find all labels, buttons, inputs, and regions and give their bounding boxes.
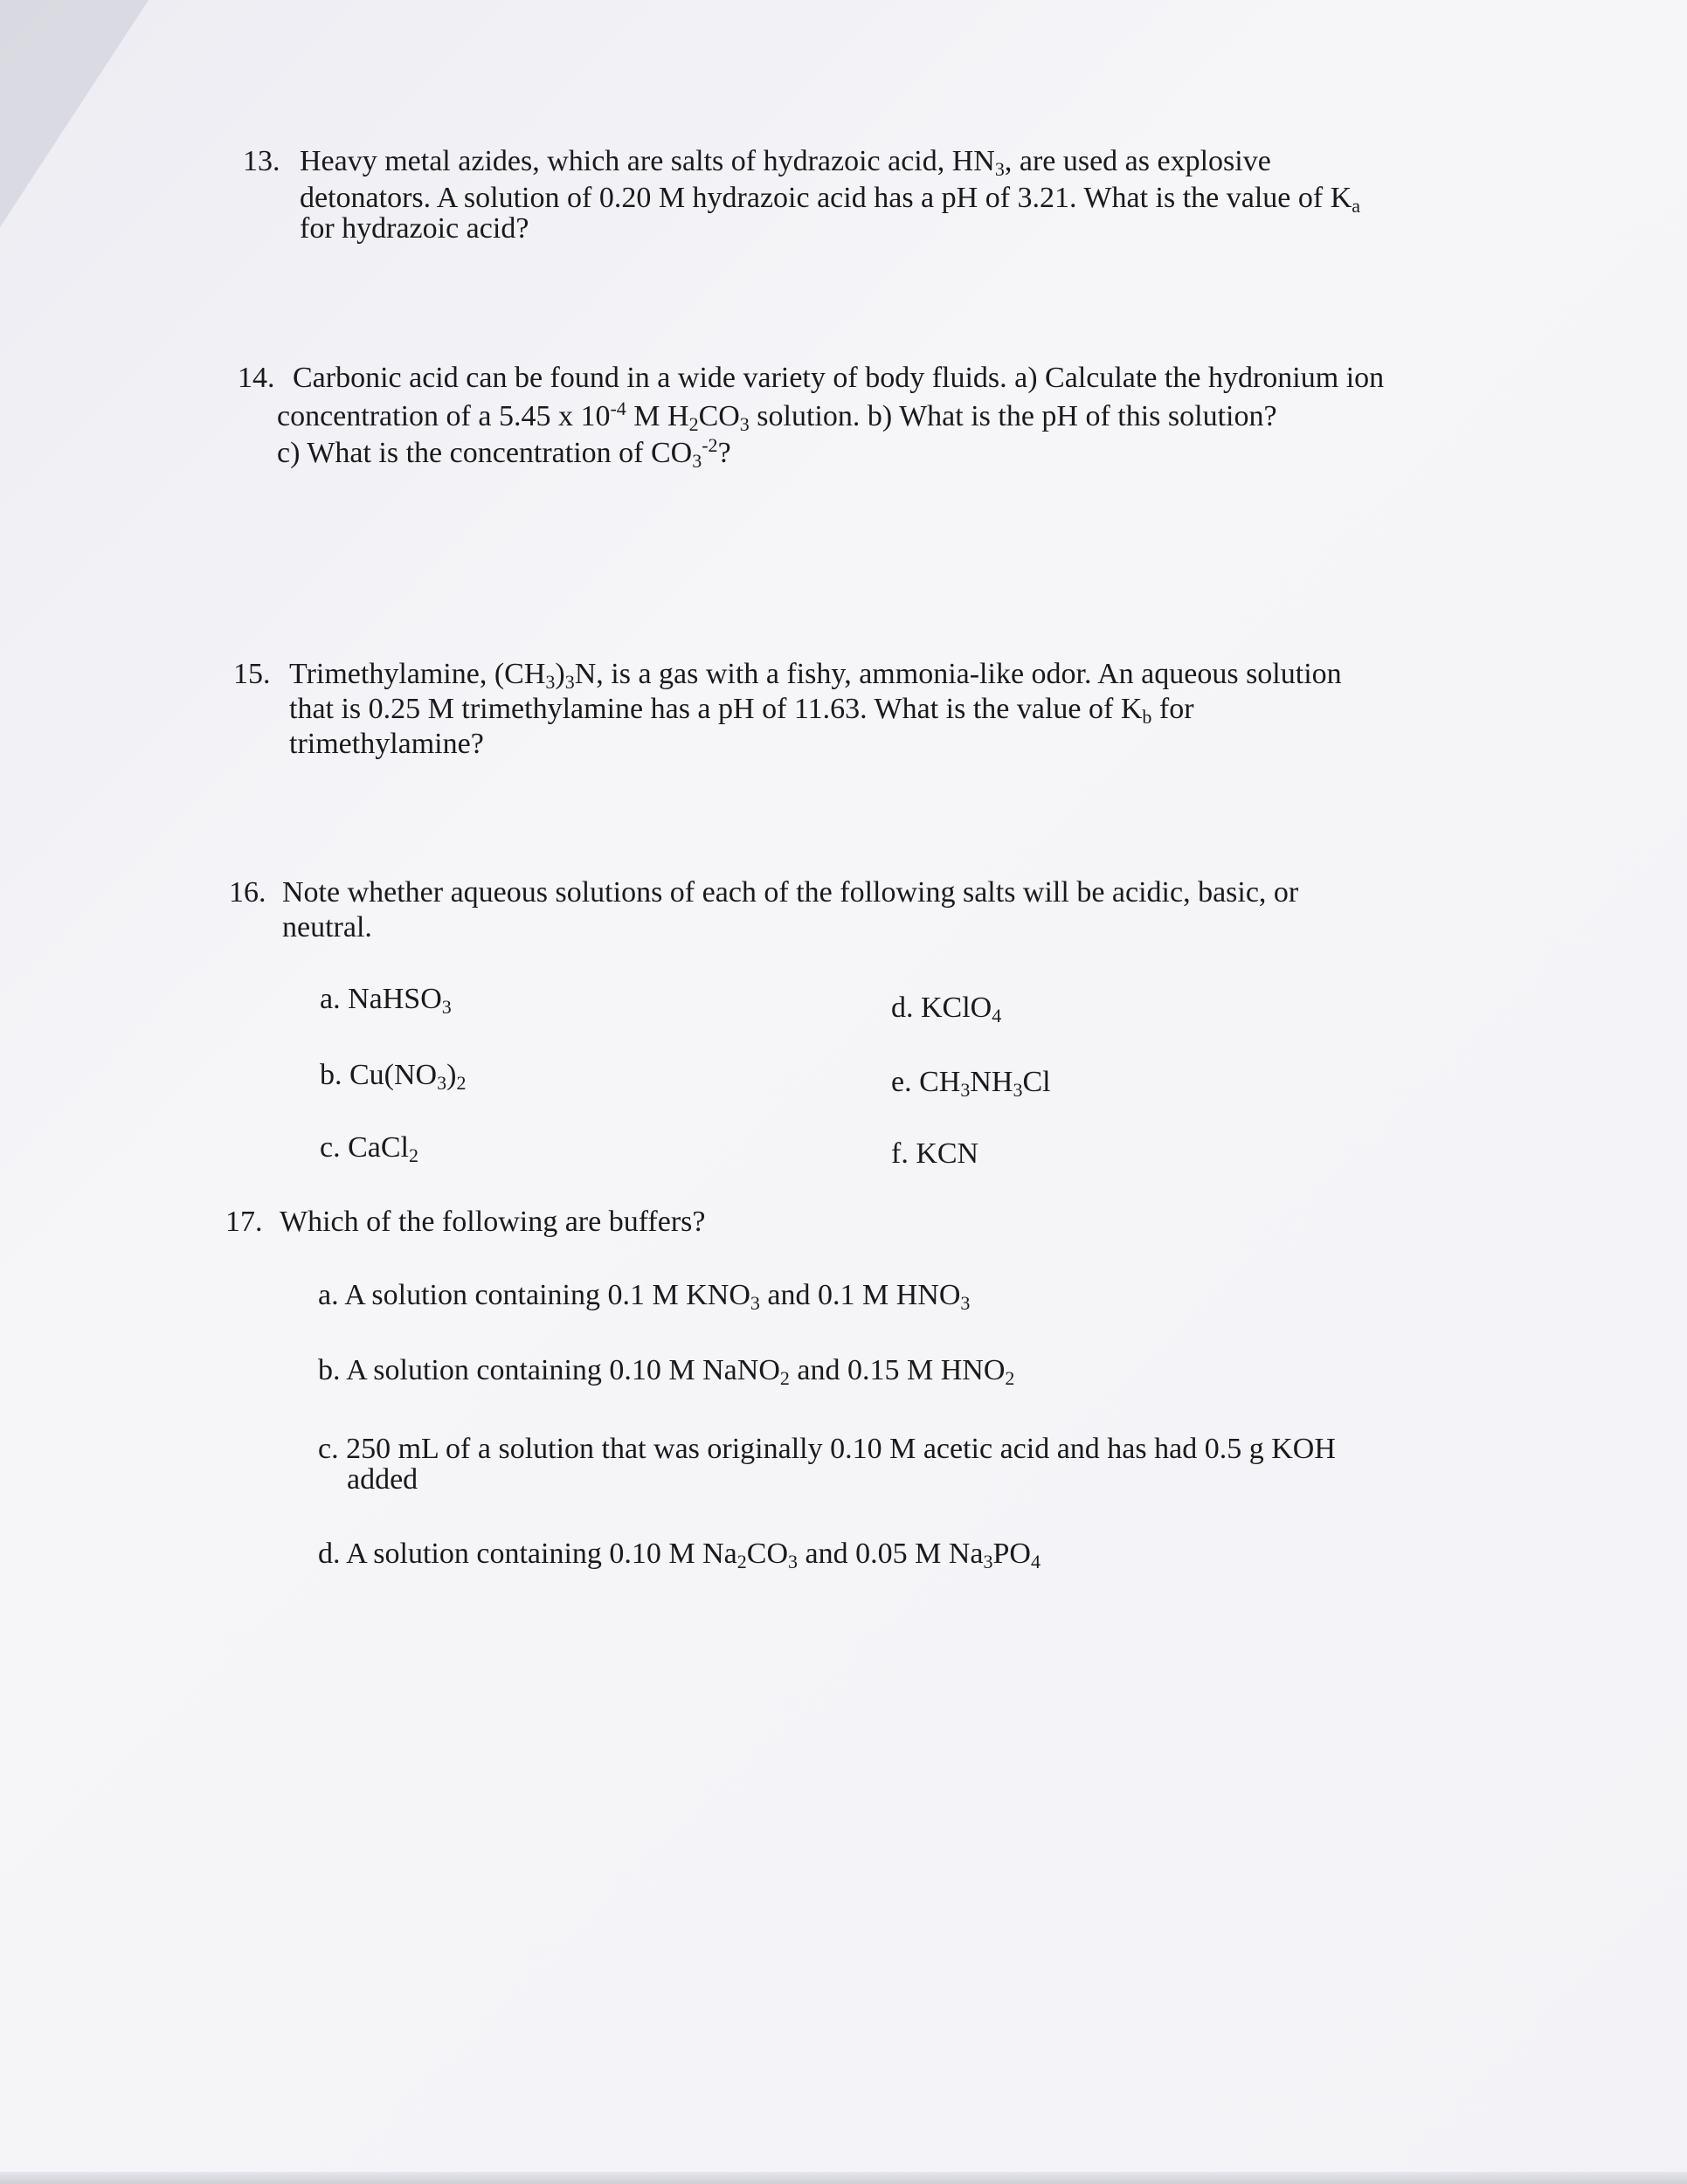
salt-item-f: f. KCN bbox=[891, 1137, 979, 1170]
salt-item-a: a. NaHSO$_3$ bbox=[320, 983, 452, 1018]
question-text-line: neutral. bbox=[282, 911, 372, 943]
buffer-option-c: c. 250 mL of a solution that was originally 0.10 M acetic acid and has had 0.5 g KOH bbox=[318, 1433, 1336, 1465]
question-text-line: detonators. A solution of 0.20 M hydrazoic acid has a pH of 3.21. What is the value of $K_a$ bbox=[300, 182, 1361, 217]
question-text-line: Note whether aqueous solutions of each of the following salts will be acidic, basic, or bbox=[282, 876, 1299, 909]
folded-corner-shadow bbox=[0, 0, 149, 227]
question-text-line: Heavy metal azides, which are salts of hydrazoic acid, $HN_3$, are used as explosive bbox=[300, 145, 1271, 180]
salt-item-e: e. $CH_3NH_3Cl$ bbox=[891, 1066, 1051, 1101]
question-text-line: that is 0.25 M trimethylamine has a pH of 11.63. What is the value of $K_b$ for bbox=[289, 693, 1194, 728]
buffer-option-c-continuation: added bbox=[347, 1463, 418, 1496]
salt-item-d: d. KClO$_4$ bbox=[891, 992, 1002, 1026]
buffer-option-a: a. A solution containing 0.1 M $KNO_3$ and 0.1 M $HNO_3$ bbox=[318, 1279, 971, 1314]
question-text-line: Trimethylamine, $(CH_3)_3N$, is a gas with a fishy, ammonia-like odor. An aqueous solution bbox=[289, 658, 1342, 693]
question-number: 15. bbox=[233, 658, 271, 690]
buffer-option-b: b. A solution containing 0.10 M NaNO$_2$ and 0.15 M $HNO_2$ bbox=[318, 1354, 1015, 1389]
question-number: 17. bbox=[225, 1206, 263, 1238]
question-text-line: c) What is the concentration of $CO_3^{-2}$? bbox=[277, 434, 731, 472]
question-number: 13. bbox=[243, 145, 280, 177]
page-bottom-edge bbox=[0, 2172, 1687, 2184]
question-text-line: Carbonic acid can be found in a wide variety of body fluids. a) Calculate the hydronium ion bbox=[293, 362, 1385, 394]
question-number: 16. bbox=[229, 876, 266, 909]
salt-item-c: c. CaCl$_2$ bbox=[320, 1131, 418, 1166]
salt-item-b: b. $Cu(NO_3)_2$ bbox=[320, 1059, 467, 1094]
buffer-option-d: d. A solution containing 0.10 M $Na_2CO_3$ and 0.05 M $Na_3PO_4$ bbox=[318, 1538, 1041, 1572]
question-number: 14. bbox=[238, 362, 275, 394]
question-text-line: concentration of a 5.45 x $10^{-4}$ M $H_2CO_3$ solution. b) What is the pH of this solution? bbox=[277, 397, 1277, 435]
question-text-line: Which of the following are buffers? bbox=[280, 1206, 706, 1238]
question-text-line: trimethylamine? bbox=[289, 728, 484, 760]
question-text-line: for hydrazoic acid? bbox=[300, 212, 529, 245]
